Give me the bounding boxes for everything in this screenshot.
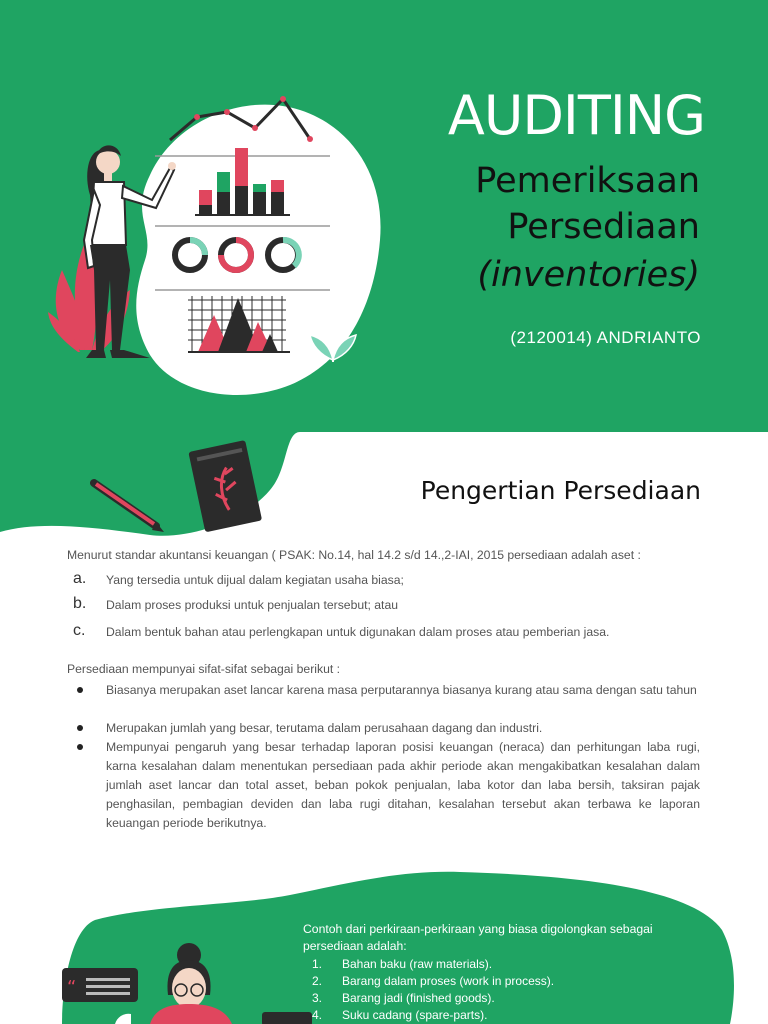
subtitle-line-1: Pemeriksaan (475, 161, 700, 201)
example-item-2: Barang dalam proses (work in process). (342, 974, 555, 988)
bullet-dot-2 (77, 725, 83, 731)
property-item-1: Biasanya merupakan aset lancar karena masa perputarannya biasanya kurang atau sama dengan satu tahun (106, 683, 697, 697)
list-item-b: Dalam proses produksi untuk penjualan tersebut; atau (106, 598, 399, 612)
page-title: AUDITING (447, 84, 705, 147)
bullet-dot-3 (77, 744, 83, 750)
example-num-3: 3. (312, 991, 323, 1005)
author-name: (2120014) ANDRIANTO (510, 328, 701, 347)
example-item-3: Barang jadi (finished goods). (342, 991, 495, 1005)
subtitle-line-2: Persediaan (507, 207, 700, 247)
definition-intro: Menurut standar akuntansi keuangan ( PSAK: No.14, hal 14.2 s/d 14.,2-IAI, 2015 persediaan adalah aset : (67, 548, 641, 562)
svg-text:“: “ (67, 977, 77, 998)
example-item-1: Bahan baku (raw materials). (342, 957, 493, 971)
list-item-a: Yang tersedia untuk dijual dalam kegiatan usaha biasa; (106, 573, 404, 587)
properties-title: Persediaan mempunyai sifat-sifat sebagai berikut : (67, 662, 341, 676)
property-item-3: Mempunyai pengaruh yang besar terhadap laporan posisi keuangan (neraca) dan perhitungan laba rugi, karna kesalahan dalam menentukan persediaan pada akhir periode akan mengakibatkan kesalahan dalam jumlah aset lancar dan total asset, beban pokok penjualan, laba kotor dan laba bersih, taksiran pajak penghasilan, pembagian deviden dan laba rugi ditahan, kesalahan tersebut akan terbawa ke laporan keuangan periode berikutnya. (106, 740, 700, 830)
bullet-dot-1 (77, 687, 83, 693)
list-item-c: Dalam bentuk bahan atau perlengkapan untuk digunakan dalam proses atau pemberian jasa. (106, 625, 610, 639)
section-title-definition: Pengertian Persediaan (420, 476, 701, 505)
property-item-2: Merupakan jumlah yang besar, terutama dalam perusahaan dagang dan industri. (106, 721, 543, 735)
subtitle-line-3: (inventories) (477, 255, 700, 295)
example-num-4: 4. (312, 1008, 323, 1022)
examples-intro: Contoh dari perkiraan-perkiraan yang biasa digolongkan sebagai persediaan adalah: (303, 922, 653, 953)
list-marker-c: c. (73, 622, 86, 639)
list-marker-b: b. (73, 595, 87, 612)
example-item-4: Suku cadang (spare-parts). (342, 1008, 488, 1022)
quote-icon (62, 968, 138, 1002)
list-marker-a: a. (73, 570, 87, 587)
example-num-2: 2. (312, 974, 323, 988)
example-num-1: 1. (312, 957, 323, 971)
